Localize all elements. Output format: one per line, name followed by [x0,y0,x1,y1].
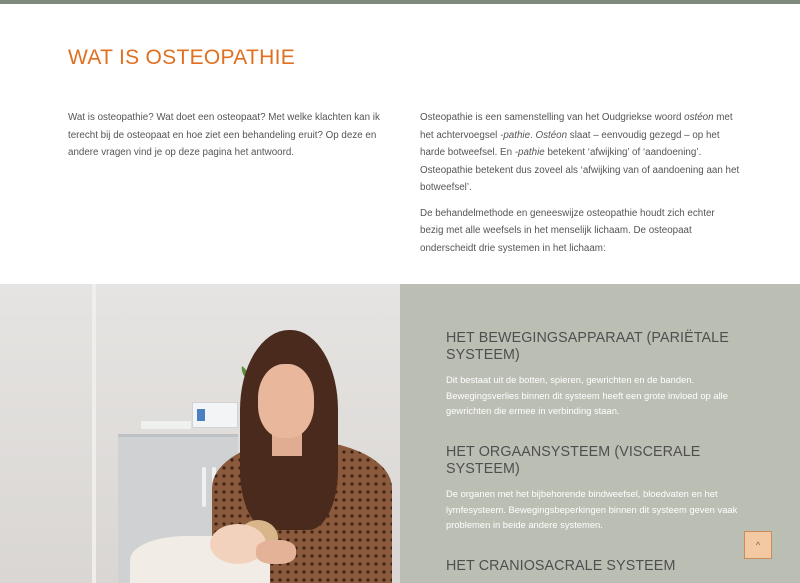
osteopath-photo [0,284,400,583]
system-heading: HET CRANIOSACRALE SYSTEEM [446,558,676,574]
system-text: De organen met het bijbehorende bindweefsel, bloedvaten en het lymfesysteem. Bewegingsbeperkingen binnen dit systeem geven vaak problemen in beide andere systemen. [446,488,738,530]
intro-right-paragraph-2: De behandelmethode en geneeswijze osteopathie houdt zich echter bezig met alle weefsels in het menselijk lichaam. De osteopaat onderscheidt drie systemen in het lichaam: [420,207,715,254]
chevron-up-icon: ^ [755,540,761,550]
photo-cabinet-handle [202,467,206,507]
system-parietal [446,330,746,419]
intro-text-right [420,109,740,265]
system-craniosacral [446,558,746,575]
photo-shelf-item [140,420,192,430]
intro-right-paragraph-1: Osteopathie is een samenstelling van het Oudgriekse woord ostéon met het achtervoegsel -pathie. Ostéon slaat – eenvoudig gezegd – op het harde botweefsel. En -pathie betekent ‘afwijking’ of ‘aandoening’. Osteopathie betekent dus zoveel als ‘afwijking van of aandoening aan het botweefsel’. [420,112,740,193]
photo-wall-line [92,284,96,583]
photo-person-face [258,364,314,438]
systems-panel [400,284,800,583]
system-text: Dit bestaat uit de botten, spieren, gewrichten en de banden. Bewegingsverlies binnen dit systeem heeft een grote invloed op alle gewrichten die ermee in verbinding staan. [446,374,728,416]
intro-text-left: Wat is osteopathie? Wat doet een osteopaat? Met welke klachten kan ik terecht bij de osteopaat en hoe ziet een behandeling eruit? Op deze en andere vragen vind je op deze pagina het antwoord. [68,112,380,158]
photo-hands [256,540,296,564]
system-visceral [446,444,746,533]
system-heading: HET BEWEGINGSAPPARAAT (PARIËTALE SYSTEEM) [446,330,729,363]
system-heading: HET ORGAANSYSTEEM (VISCERALE SYSTEEM) [446,444,701,477]
page-title: WAT IS OSTEOPATHIE [68,46,296,69]
intro-section [0,4,800,284]
photo-box [192,402,238,428]
scroll-to-top-button[interactable] [744,531,772,559]
